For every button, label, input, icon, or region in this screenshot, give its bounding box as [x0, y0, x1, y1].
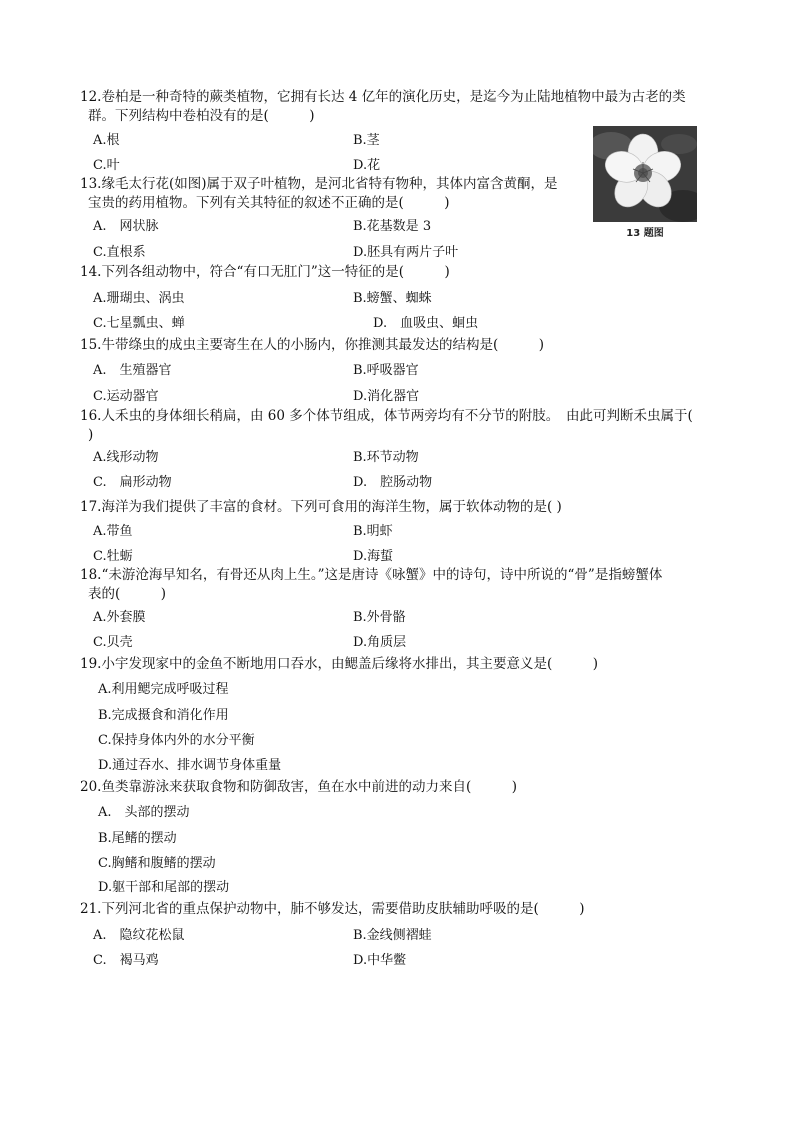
q21-option-b: B.金线侧褶蛙: [353, 928, 432, 943]
question-12-stem: 12.卷柏是一种奇特的蕨类植物，它拥有长达 4 亿年的演化历史，是迄今为止陆地植物中最为古老的类: [80, 89, 686, 105]
q13-option-d: D.胚具有两片子叶: [353, 245, 459, 260]
q17-option-b: B.明虾: [353, 524, 393, 539]
q14-option-a: A.珊瑚虫、涡虫: [93, 291, 185, 306]
q12-option-b: B.茎: [353, 133, 380, 148]
q16-option-d: D. 腔肠动物: [353, 475, 433, 490]
question-14-stem: 14.下列各组动物中，符合“有口无肛门”这一特征的是( ): [80, 264, 450, 280]
q18-option-b: B.外骨骼: [353, 610, 406, 625]
q17-option-c: C.牡蛎: [93, 549, 133, 564]
question-14: [80, 263, 720, 282]
question-20-stem: 20.鱼类靠游泳来获取食物和防御敌害，鱼在水中前进的动力来自( ): [80, 779, 518, 795]
q15-option-a: A. 生殖器官: [93, 363, 172, 378]
question-12-stem-cont: 群。下列结构中卷柏没有的是( ): [88, 108, 315, 124]
question-15: [80, 336, 720, 355]
q20-option-a: A. 头部的摆动: [98, 805, 190, 820]
q20-option-b: B.尾鳍的摆动: [98, 831, 177, 846]
question-20: [80, 778, 720, 797]
q21-option-d: D.中华鳖: [353, 953, 407, 968]
q20-option-d: D.躯干部和尾部的摆动: [98, 880, 230, 895]
q14-option-d: D. 血吸虫、蛔虫: [373, 316, 479, 331]
q16-option-c: C. 扁形动物: [93, 475, 172, 490]
question-21-stem: 21.下列河北省的重点保护动物中，肺不够发达，需要借助皮肤辅助呼吸的是( ): [80, 901, 585, 917]
q17-option-a: A.带鱼: [93, 524, 133, 539]
q15-option-c: C.运动器官: [93, 389, 159, 404]
q14-option-b: B.螃蟹、蜘蛛: [353, 291, 432, 306]
question-13-stem: 13.缘毛太行花(如图)属于双子叶植物，是河北省特有物种，其体内富含黄酮，是: [80, 176, 558, 192]
q14-option-c: C.七星瓢虫、蝉: [93, 316, 185, 331]
q13-option-a: A. 网状脉: [93, 219, 159, 234]
question-16-stem-cont: ): [88, 427, 94, 443]
q12-option-d: D.花: [353, 158, 381, 173]
q16-option-a: A.线形动物: [93, 450, 159, 465]
q19-option-c: C.保持身体内外的水分平衡: [98, 733, 255, 748]
q19-option-b: B.完成摄食和消化作用: [98, 708, 229, 723]
q13-option-c: C.直根系: [93, 245, 146, 260]
question-18-stem: 18.“未游沧海早知名，有骨还从肉上生。”这是唐诗《咏蟹》中的诗句，诗中所说的“骨”是指螃蟹体: [80, 567, 663, 583]
question-13-stem-cont: 宝贵的药用植物。下列有关其特征的叙述不正确的是( ): [88, 195, 450, 211]
flower-photo-image: [593, 126, 697, 222]
flower-photo: [593, 126, 697, 222]
question-18: [80, 566, 720, 604]
question-13: [80, 175, 585, 213]
question-16: [80, 407, 720, 445]
question-15-stem: 15.牛带绦虫的成虫主要寄生在人的小肠内，你推测其最发达的结构是( ): [80, 337, 545, 353]
figure-caption: 13 题图: [626, 228, 664, 239]
q18-option-a: A.外套膜: [93, 610, 146, 625]
question-16-stem: 16.人禾虫的身体细长稍扁，由 60 多个体节组成，体节两旁均有不分节的附肢。 由此可判断禾虫属于(: [80, 408, 693, 424]
q17-option-d: D.海蜇: [353, 549, 394, 564]
q19-option-a: A.利用鳃完成呼吸过程: [98, 682, 229, 697]
question-17-stem: 17.海洋为我们提供了丰富的食材。下列可食用的海洋生物，属于软体动物的是( ): [80, 499, 562, 515]
question-19: [80, 655, 720, 674]
q21-option-a: A. 隐纹花松鼠: [93, 928, 185, 943]
q19-option-d: D.通过吞水、排水调节身体重量: [98, 758, 282, 773]
q12-option-c: C.叶: [93, 158, 120, 173]
question-12: [80, 88, 720, 126]
q18-option-d: D.角质层: [353, 635, 407, 650]
q15-option-d: D.消化器官: [353, 389, 420, 404]
q21-option-c: C. 褐马鸡: [93, 953, 159, 968]
q16-option-b: B.环节动物: [353, 450, 419, 465]
question-17: [80, 498, 720, 517]
q20-option-c: C.胸鳍和腹鳍的摆动: [98, 856, 216, 871]
question-21: [80, 900, 720, 919]
q15-option-b: B.呼吸器官: [353, 363, 419, 378]
q12-option-a: A.根: [93, 133, 120, 148]
question-19-stem: 19.小宇发现家中的金鱼不断地用口吞水，由鳃盖后缘将水排出，其主要意义是( ): [80, 656, 599, 672]
q13-option-b: B.花基数是 3: [353, 219, 432, 234]
question-18-stem-cont: 表的( ): [88, 586, 167, 602]
q18-option-c: C.贝壳: [93, 635, 133, 650]
